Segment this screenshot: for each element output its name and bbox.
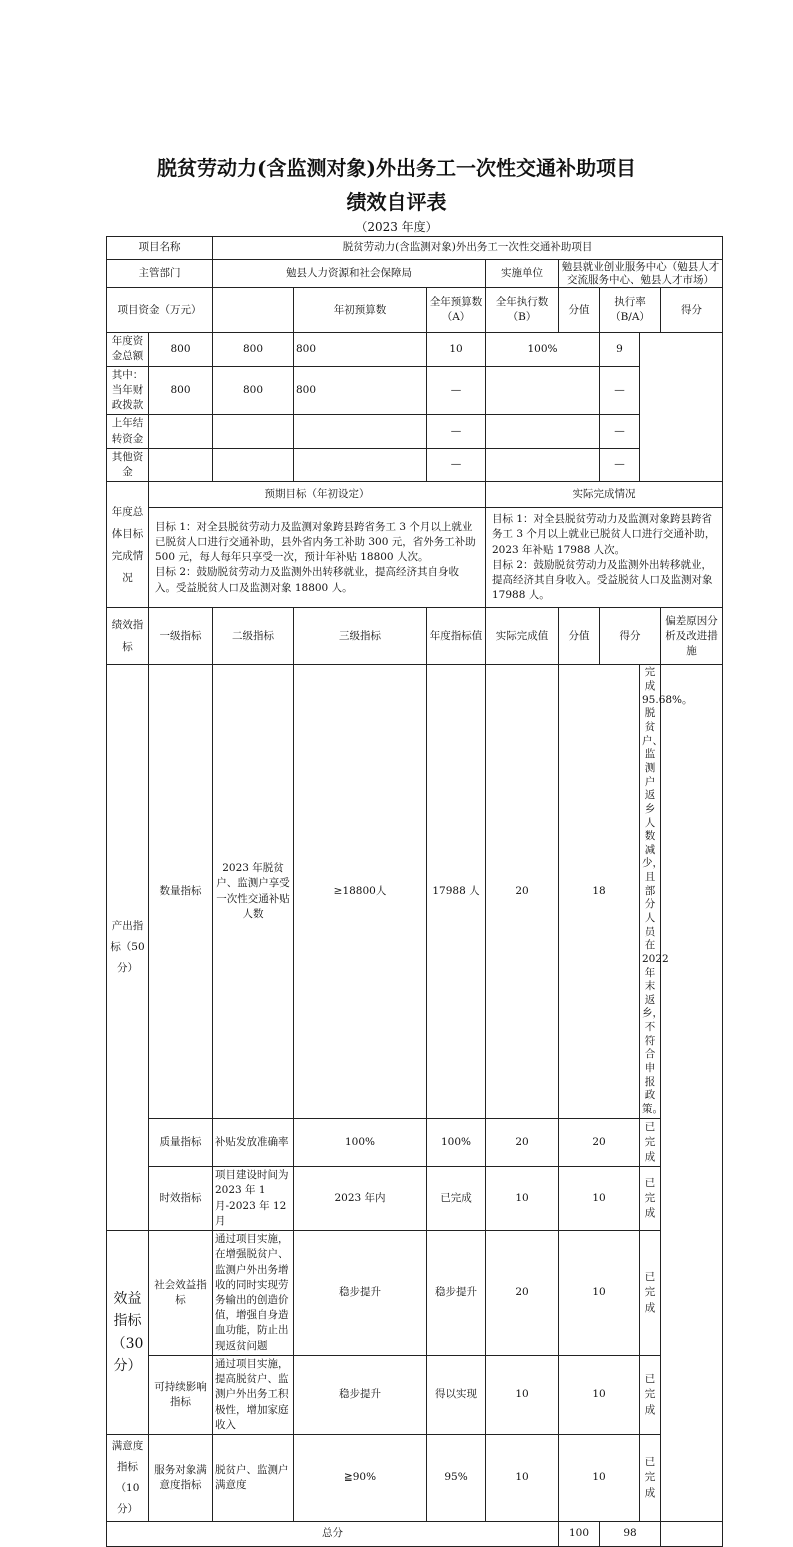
funds-cell: — (427, 415, 486, 448)
got-score: 10 (559, 1231, 640, 1356)
deviation-note: 已完成 (640, 1167, 661, 1231)
funds-row-name: 年度资金总额 (107, 333, 149, 366)
deviation-note: 完成 95.68%。脱贫户、监测户返乡人数减少，且部分人员在 2022 年末返乡，不符合申报政策。 (640, 665, 661, 1118)
actual-value: 得以实现 (427, 1355, 486, 1434)
perf-header: 三级指标 (294, 608, 427, 665)
level1-indicator: 产出指标（50分） (107, 665, 149, 1231)
level3-indicator: 补贴发放准确率 (213, 1118, 294, 1167)
expected-goals: 目标 1：对全县脱贫劳动力及监测对象跨县跨省务工 3 个月以上就业已脱贫人口进行交通补助，县外省内务工补助 300 元，省外务工补助 500 元，每人每年只享受一次，预计年补贴 18800 人次。 目标 2：鼓励脱贫劳动力及监测外出转移就业，提高经济其自身收入。受益脱贫人口及监测对象 18800 人。 (149, 508, 486, 608)
funds-row (107, 366, 723, 415)
funds-cell: 800 (213, 366, 294, 415)
project-name: 脱贫劳动力(含监测对象)外出务工一次性交通补助项目 (213, 237, 723, 260)
funds-cell (294, 415, 427, 448)
total-score: 100 (559, 1521, 600, 1546)
perf-header: 一级指标 (149, 608, 213, 665)
funds-cell: — (600, 366, 640, 415)
level2-indicator: 可持续影响指标 (149, 1355, 213, 1434)
score: 20 (486, 1118, 559, 1167)
level3-indicator: 通过项目实施，提高脱贫户、监测户外出务工积极性，增加家庭收入 (213, 1355, 294, 1434)
level2-indicator: 社会效益指标 (149, 1231, 213, 1356)
got-score: 20 (559, 1118, 640, 1167)
funds-row (107, 415, 723, 448)
impl: 勉县就业创业服务中心（勉县人才交流服务中心、勉县人才市场） (559, 260, 723, 288)
level1-indicator: 满意度指标（10分） (107, 1434, 149, 1521)
funds-cell: 800 (294, 333, 427, 366)
year-subtitle: （2023 年度） (355, 220, 438, 234)
actual-value: 17988 人 (427, 665, 486, 1118)
got-score: 18 (559, 665, 640, 1118)
indicator-row (107, 1231, 723, 1356)
score: 10 (486, 1167, 559, 1231)
dept-label: 主管部门 (107, 260, 213, 288)
funds-header: 得分 (661, 288, 723, 333)
funds-cell (294, 448, 427, 481)
title-line2: 绩效自评表 (346, 190, 447, 214)
funds-cell: — (600, 448, 640, 481)
indicator-row (107, 1355, 723, 1434)
funds-cell (486, 448, 600, 481)
funds-cell: 800 (294, 366, 427, 415)
impl-label: 实施单位 (486, 260, 559, 288)
funds-header: 执行率（B/A） (600, 288, 661, 333)
total-label: 总分 (107, 1521, 559, 1546)
funds-cell: 800 (149, 366, 213, 415)
funds-header: 全年执行数（B） (486, 288, 559, 333)
indicator-row (107, 1434, 723, 1521)
funds-cell (213, 415, 294, 448)
actual-value: 100% (427, 1118, 486, 1167)
funds-cell (213, 448, 294, 481)
funds-row-name: 其他资金 (107, 448, 149, 481)
total-got: 98 (600, 1521, 661, 1546)
level2-indicator: 数量指标 (149, 665, 213, 1118)
indicator-row (107, 665, 723, 1118)
target-value: 稳步提升 (294, 1231, 427, 1356)
perf-header: 二级指标 (213, 608, 294, 665)
funds-row (107, 333, 723, 366)
funds-cell (149, 415, 213, 448)
score: 20 (486, 665, 559, 1118)
target-value: ≥18800人 (294, 665, 427, 1118)
perf-header: 偏差原因分析及改进措施 (661, 608, 723, 665)
level3-indicator: 2023 年脱贫户、监测户享受一次性交通补贴人数 (213, 665, 294, 1118)
target-value: 2023 年内 (294, 1167, 427, 1231)
actual-label: 实际完成情况 (486, 482, 723, 508)
score: 10 (486, 1434, 559, 1521)
deviation-note: 已完成 (640, 1434, 661, 1521)
funds-cell: — (427, 448, 486, 481)
score: 20 (486, 1231, 559, 1356)
perf-header: 分值 (559, 608, 600, 665)
level2-indicator: 质量指标 (149, 1118, 213, 1167)
funds-cell: 800 (213, 333, 294, 366)
funds-header: 分值 (559, 288, 600, 333)
funds-cell: 9 (600, 333, 640, 366)
funds-cell: 10 (427, 333, 486, 366)
perf-header: 年度指标值 (427, 608, 486, 665)
perf-header: 实际完成值 (486, 608, 559, 665)
funds-label: 项目资金（万元） (107, 288, 213, 333)
score: 10 (486, 1355, 559, 1434)
got-score: 10 (559, 1355, 640, 1434)
funds-cell: — (427, 366, 486, 415)
perf-header: 得分 (600, 608, 661, 665)
deviation-note: 已完成 (640, 1118, 661, 1167)
funds-cell: 100% (486, 333, 600, 366)
funds-row (107, 448, 723, 481)
deviation-note: 已完成 (640, 1231, 661, 1356)
target-value: ≧90% (294, 1434, 427, 1521)
project-name-label: 项目名称 (107, 237, 213, 260)
funds-header: 全年预算数（A） (427, 288, 486, 333)
indicator-row (107, 1118, 723, 1167)
perf-label: 绩效指标 (107, 608, 149, 665)
funds-cell: — (600, 415, 640, 448)
got-score: 10 (559, 1434, 640, 1521)
goals-label: 年度总体目标完成情况 (107, 482, 149, 608)
funds-cell (486, 415, 600, 448)
target-value: 稳步提升 (294, 1355, 427, 1434)
expected-label: 预期目标（年初设定） (149, 482, 486, 508)
level1-indicator: 效益指标（30分） (107, 1231, 149, 1435)
actual-goals: 目标 1：对全县脱贫劳动力及监测对象跨县跨省务工 3 个月以上就业已脱贫人口进行交通补助，2023 年补贴 17988 人次。 目标 2：鼓励脱贫劳动力及监测外出转移就业，提高经济其自身收入。受益脱贫人口及监测对象 17988 人。 (486, 508, 723, 608)
level3-indicator: 通过项目实施，在增强脱贫户、监测户外出务增收的同时实现劳务输出的创造价值，增强自身造血功能，防止出现返贫问题 (213, 1231, 294, 1356)
funds-row-name: 其中：当年财政拨款 (107, 366, 149, 415)
level3-indicator: 脱贫户、监测户满意度 (213, 1434, 294, 1521)
got-score: 10 (559, 1167, 640, 1231)
level2-indicator: 时效指标 (149, 1167, 213, 1231)
actual-value: 稳步提升 (427, 1231, 486, 1356)
funds-cell (486, 366, 600, 415)
actual-value: 已完成 (427, 1167, 486, 1231)
level3-indicator: 项目建设时间为 2023 年 1 月-2023 年 12 月 (213, 1167, 294, 1231)
indicator-row (107, 1167, 723, 1231)
deviation-note: 已完成 (640, 1355, 661, 1434)
target-value: 100% (294, 1118, 427, 1167)
level2-indicator: 服务对象满意度指标 (149, 1434, 213, 1521)
evaluation-table (106, 236, 723, 1547)
funds-cell: 800 (149, 333, 213, 366)
dept: 勉县人力资源和社会保障局 (213, 260, 486, 288)
funds-header: 年初预算数 (294, 288, 427, 333)
title-line1: 脱贫劳动力(含监测对象)外出务工一次性交通补助项目 (157, 156, 636, 180)
actual-value: 95% (427, 1434, 486, 1521)
funds-row-name: 上年结转资金 (107, 415, 149, 448)
funds-cell (149, 448, 213, 481)
